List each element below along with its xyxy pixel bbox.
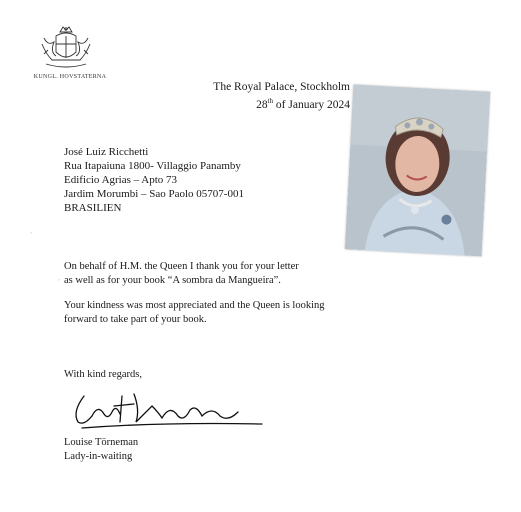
letter-header: [200, 80, 350, 112]
place-line: The Royal Palace, Stockholm: [213, 81, 350, 93]
signer-name: Louise Törneman: [64, 437, 139, 448]
body-paragraph-1: On behalf of H.M. the Queen I thank you for your letter as well as for your book “A sombra da Mangueira”.: [64, 261, 299, 286]
queen-portrait-photo: [345, 85, 490, 257]
closing-line: With kind regards,: [64, 369, 143, 380]
address-line: Jardim Morumbi – Sao Paolo 05707-001: [64, 188, 244, 200]
address-line: BRASILIEN: [64, 202, 122, 214]
handwritten-signature: [62, 382, 272, 434]
signer-block: [64, 436, 138, 463]
royal-crest-logo: [34, 24, 98, 72]
scan-speck: ˊ: [30, 233, 32, 239]
address-line: José Luiz Ricchetti: [64, 146, 149, 158]
signer-title: Lady-in-waiting: [64, 450, 133, 462]
address-line: Rua Itapaiuna 1800- Villaggio Panamby: [64, 160, 241, 172]
recipient-address: [64, 145, 244, 215]
scan-speck: ˊ: [58, 280, 60, 286]
body-paragraph-2: Your kindness was most appreciated and the Queen is looking forward to take part of your book.: [64, 300, 325, 325]
crest-caption: KUNGL. HOVSTATERNA: [33, 74, 107, 80]
date-line: 28th of January 2024: [256, 97, 350, 111]
letter-body: [64, 260, 364, 338]
address-line: Edificio Agrias – Apto 73: [64, 174, 178, 186]
